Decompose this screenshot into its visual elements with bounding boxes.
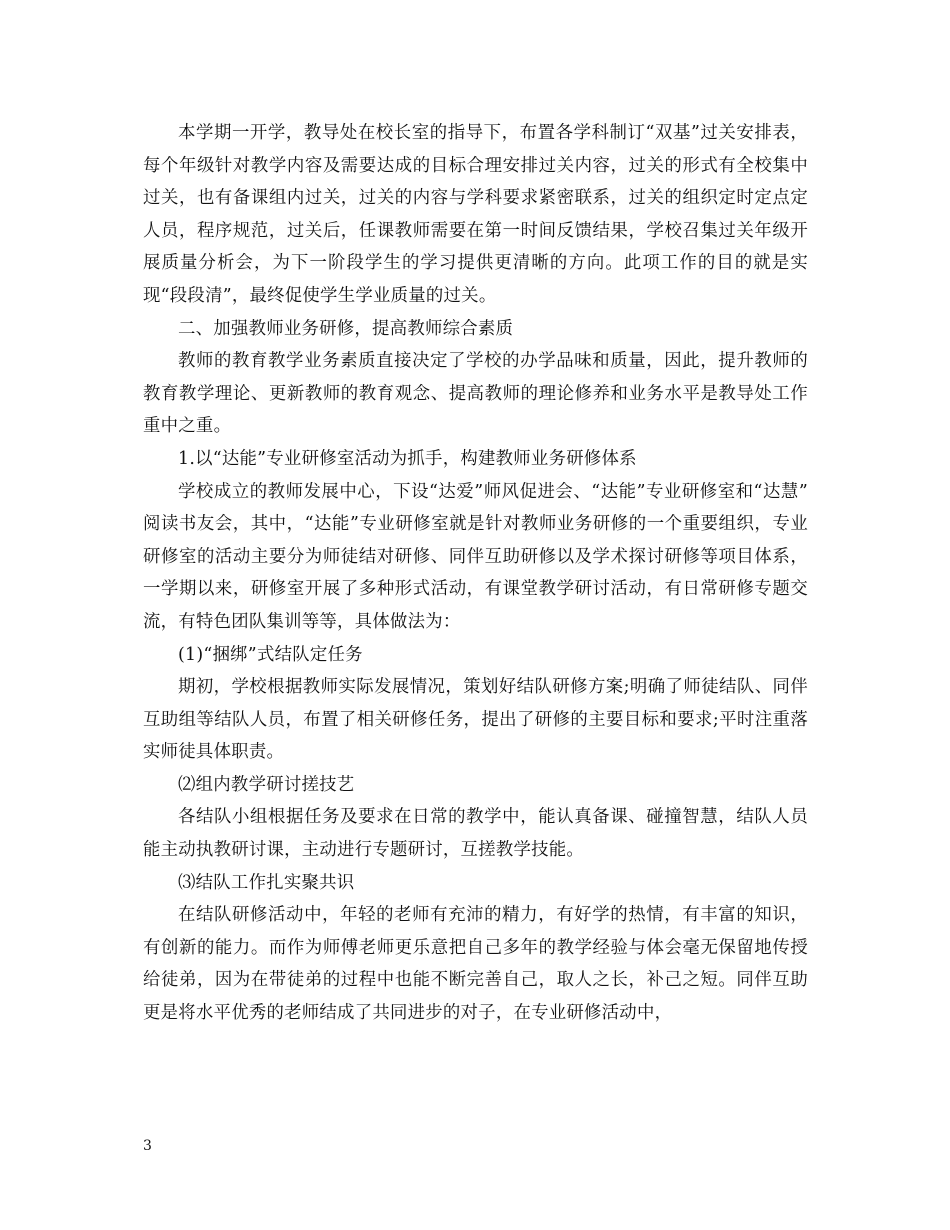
paragraph-item-3: 在结队研修活动中，年轻的老师有充沛的精力，有好学的热情，有丰富的知识，有创新的能力。而作为师傅老师更乐意把自己多年的教学经验与体会毫无保留地传授给徒弟，因为在带徒弟的过程中也能不断完善自己，取人之长，补己之短。同伴互助更是将水平优秀的老师结成了共同进步的对子，在专业研修活动中，	[143, 905, 808, 1024]
subheading-daneng-studio: 1.以“达能”专业研修室活动为抓手，构建教师业务研修体系	[178, 448, 637, 469]
item-heading-1: (1)“捆绑”式结队定任务	[178, 644, 363, 665]
document-body	[143, 117, 820, 1030]
paragraph-item-2: 各结队小组根据任务及要求在日常的教学中，能认真备课、碰撞智慧，结队人员能主动执教研讨课，主动进行专题研讨，互搓教学技能。	[143, 807, 808, 861]
item-heading-2: ⑵组内教学研讨搓技艺	[178, 774, 355, 795]
section-heading-teacher-training: 二、加强教师业务研修，提高教师综合素质	[178, 318, 514, 339]
paragraph-teacher-quality: 教师的教育教学业务素质直接决定了学校的办学品味和质量，因此，提升教师的教育教学理论、更新教师的教育观念、提高教师的理论修养和业务水平是教导处工作重中之重。	[143, 351, 808, 437]
item-heading-3: ⑶结队工作扎实聚共识	[178, 872, 355, 893]
paragraph-item-1: 期初，学校根据教师实际发展情况，策划好结队研修方案;明确了师徒结队、同伴互助组等结队人员，布置了相关研修任务，提出了研修的主要目标和要求;平时注重落实师徒具体职责。	[143, 677, 808, 763]
paragraph-double-basics-checkpoint: 本学期一开学，教导处在校长室的指导下，布置各学科制订“双基”过关安排表，每个年级针对教学内容及需要达成的目标合理安排过关内容，过关的形式有全校集中过关，也有备课组内过关，过关的内容与学科要求紧密联系，过关的组织定时定点定人员，程序规范，过关后，任课教师需要在第一时间反馈结果，学校召集过关年级开展质量分析会，为下一阶段学生的学习提供更清晰的方向。此项工作的目的就是实现“段段清”，最终促使学生学业质量的过关。	[143, 123, 808, 306]
paragraph-teacher-development-center: 学校成立的教师发展中心，下设“达爱”师风促进会、“达能”专业研修室和“达慧” 阅读书友会，其中，“达能”专业研修室就是针对教师业务研修的一个重要组织，专业研修室的活动主要分为师徒结对研修、同伴互助研修以及学术探讨研修等项目体系，一学期以来，研修室开展了多种形式活动，有课堂教学研讨活动，有日常研修专题交流，有特色团队集训等等，具体做法为：	[143, 481, 820, 632]
page-number: 3	[143, 1138, 152, 1154]
